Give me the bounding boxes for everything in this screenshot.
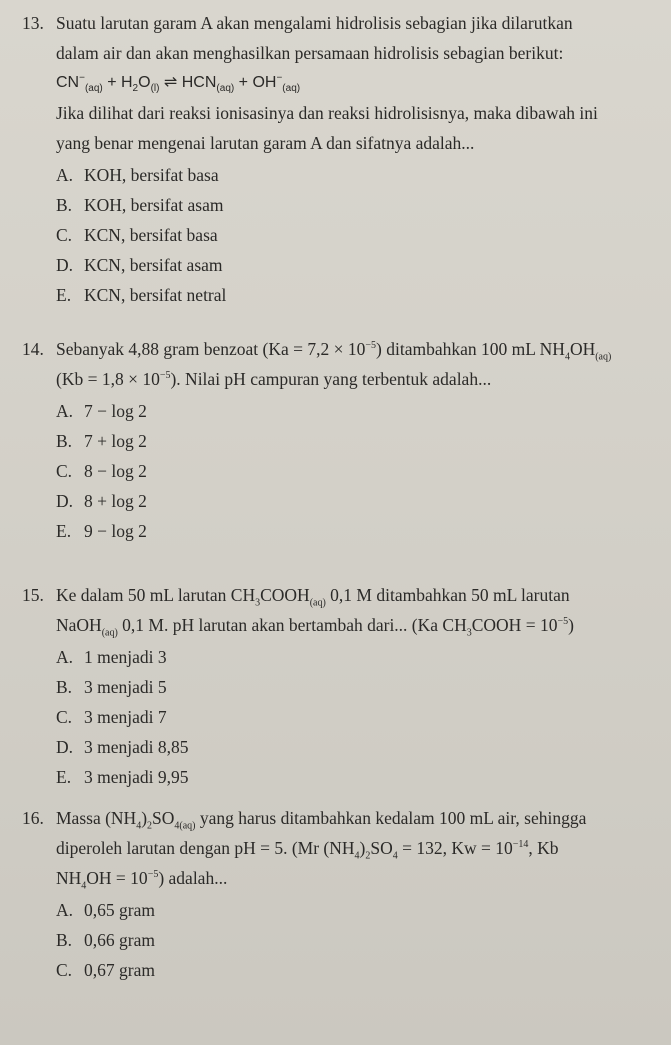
options-list [56,160,662,310]
options-list [56,642,662,792]
question-number: 16. [22,808,44,828]
option-a[interactable]: A. KOH, bersifat basa [56,165,219,185]
option-d[interactable]: D. 8 + log 2 [56,491,147,511]
question-text: Sebanyak 4,88 gram benzoat $(Ka = 7,2 \times 10^{-5})$ ditambahkan 100 mL $NH_4OH_{(aq)}$ [56,339,612,363]
question-text: yang benar mengenai larutan garam A dan sifatnya adalah... [56,133,475,153]
question-text: dalam air dan akan menghasilkan persamaan hidrolisis sebagian berikut: [56,43,564,63]
question-text: $(Kb = 1,8 \times 10^{-5})$. Nilai pH campuran yang terbentuk adalah... [56,369,492,389]
question-text: Massa $(NH_4)_2SO_{4(aq)}$ yang harus ditambahkan kedalam 100 mL air, sehingga [56,808,587,832]
question-text: diperoleh larutan dengan pH = 5. (Mr $(NH_4)_2SO_4 = 132$, $Kw = 10^{-14}$, Kb [56,838,559,862]
question-14 [22,334,662,541]
option-b[interactable]: B. 7 + log 2 [56,431,147,451]
question-text: NaOH$_{(aq)}$ 0,1 M. pH larutan akan bertambah dari... (Ka $CH_3COOH = 10^{-5}$) [56,615,574,639]
question-text: Ke dalam 50 mL larutan $CH_3COOH_{(aq)}$ 0,1 M ditambahkan 50 mL larutan [56,585,570,609]
option-e[interactable]: E. 3 menjadi 9,95 [56,767,189,787]
option-c[interactable]: C. 3 menjadi 7 [56,707,167,727]
option-e[interactable]: E. KCN, bersifat netral [56,285,227,305]
option-a[interactable]: A. 7 − log 2 [56,401,147,421]
question-text: Suatu larutan garam A akan mengalami hidrolisis sebagian jika dilarutkan [56,13,573,33]
question-text: $NH_4OH = 10^{-5}$) adalah... [56,868,228,892]
option-e[interactable]: E. 9 − log 2 [56,521,147,541]
hydrolysis-equation: $CN^-_{(aq)} + H_2O_{(l)}$ ⇌ $HCN_{(aq)} + OH^-_{(aq)}$ [56,72,301,95]
option-b[interactable]: B. 3 menjadi 5 [56,677,167,697]
option-d[interactable]: D. 3 menjadi 8,85 [56,737,189,757]
question-16 [22,803,662,980]
option-c[interactable]: C. 8 − log 2 [56,461,147,481]
options-list [56,396,662,546]
option-b[interactable]: B. KOH, bersifat asam [56,195,224,215]
option-a[interactable]: A. 0,65 gram [56,900,155,920]
question-number: 14. [22,339,44,359]
option-b[interactable]: B. 0,66 gram [56,930,155,950]
question-13 [22,8,662,305]
options-list [56,895,662,985]
option-d[interactable]: D. KCN, bersifat asam [56,255,223,275]
question-15 [22,580,662,787]
question-number: 13. [22,13,44,33]
question-number: 15. [22,585,44,605]
question-text: Jika dilihat dari reaksi ionisasinya dan reaksi hidrolisisnya, maka dibawah ini [56,103,598,123]
option-c[interactable]: C. 0,67 gram [56,960,155,980]
option-c[interactable]: C. KCN, bersifat basa [56,225,218,245]
option-a[interactable]: A. 1 menjadi 3 [56,647,167,667]
